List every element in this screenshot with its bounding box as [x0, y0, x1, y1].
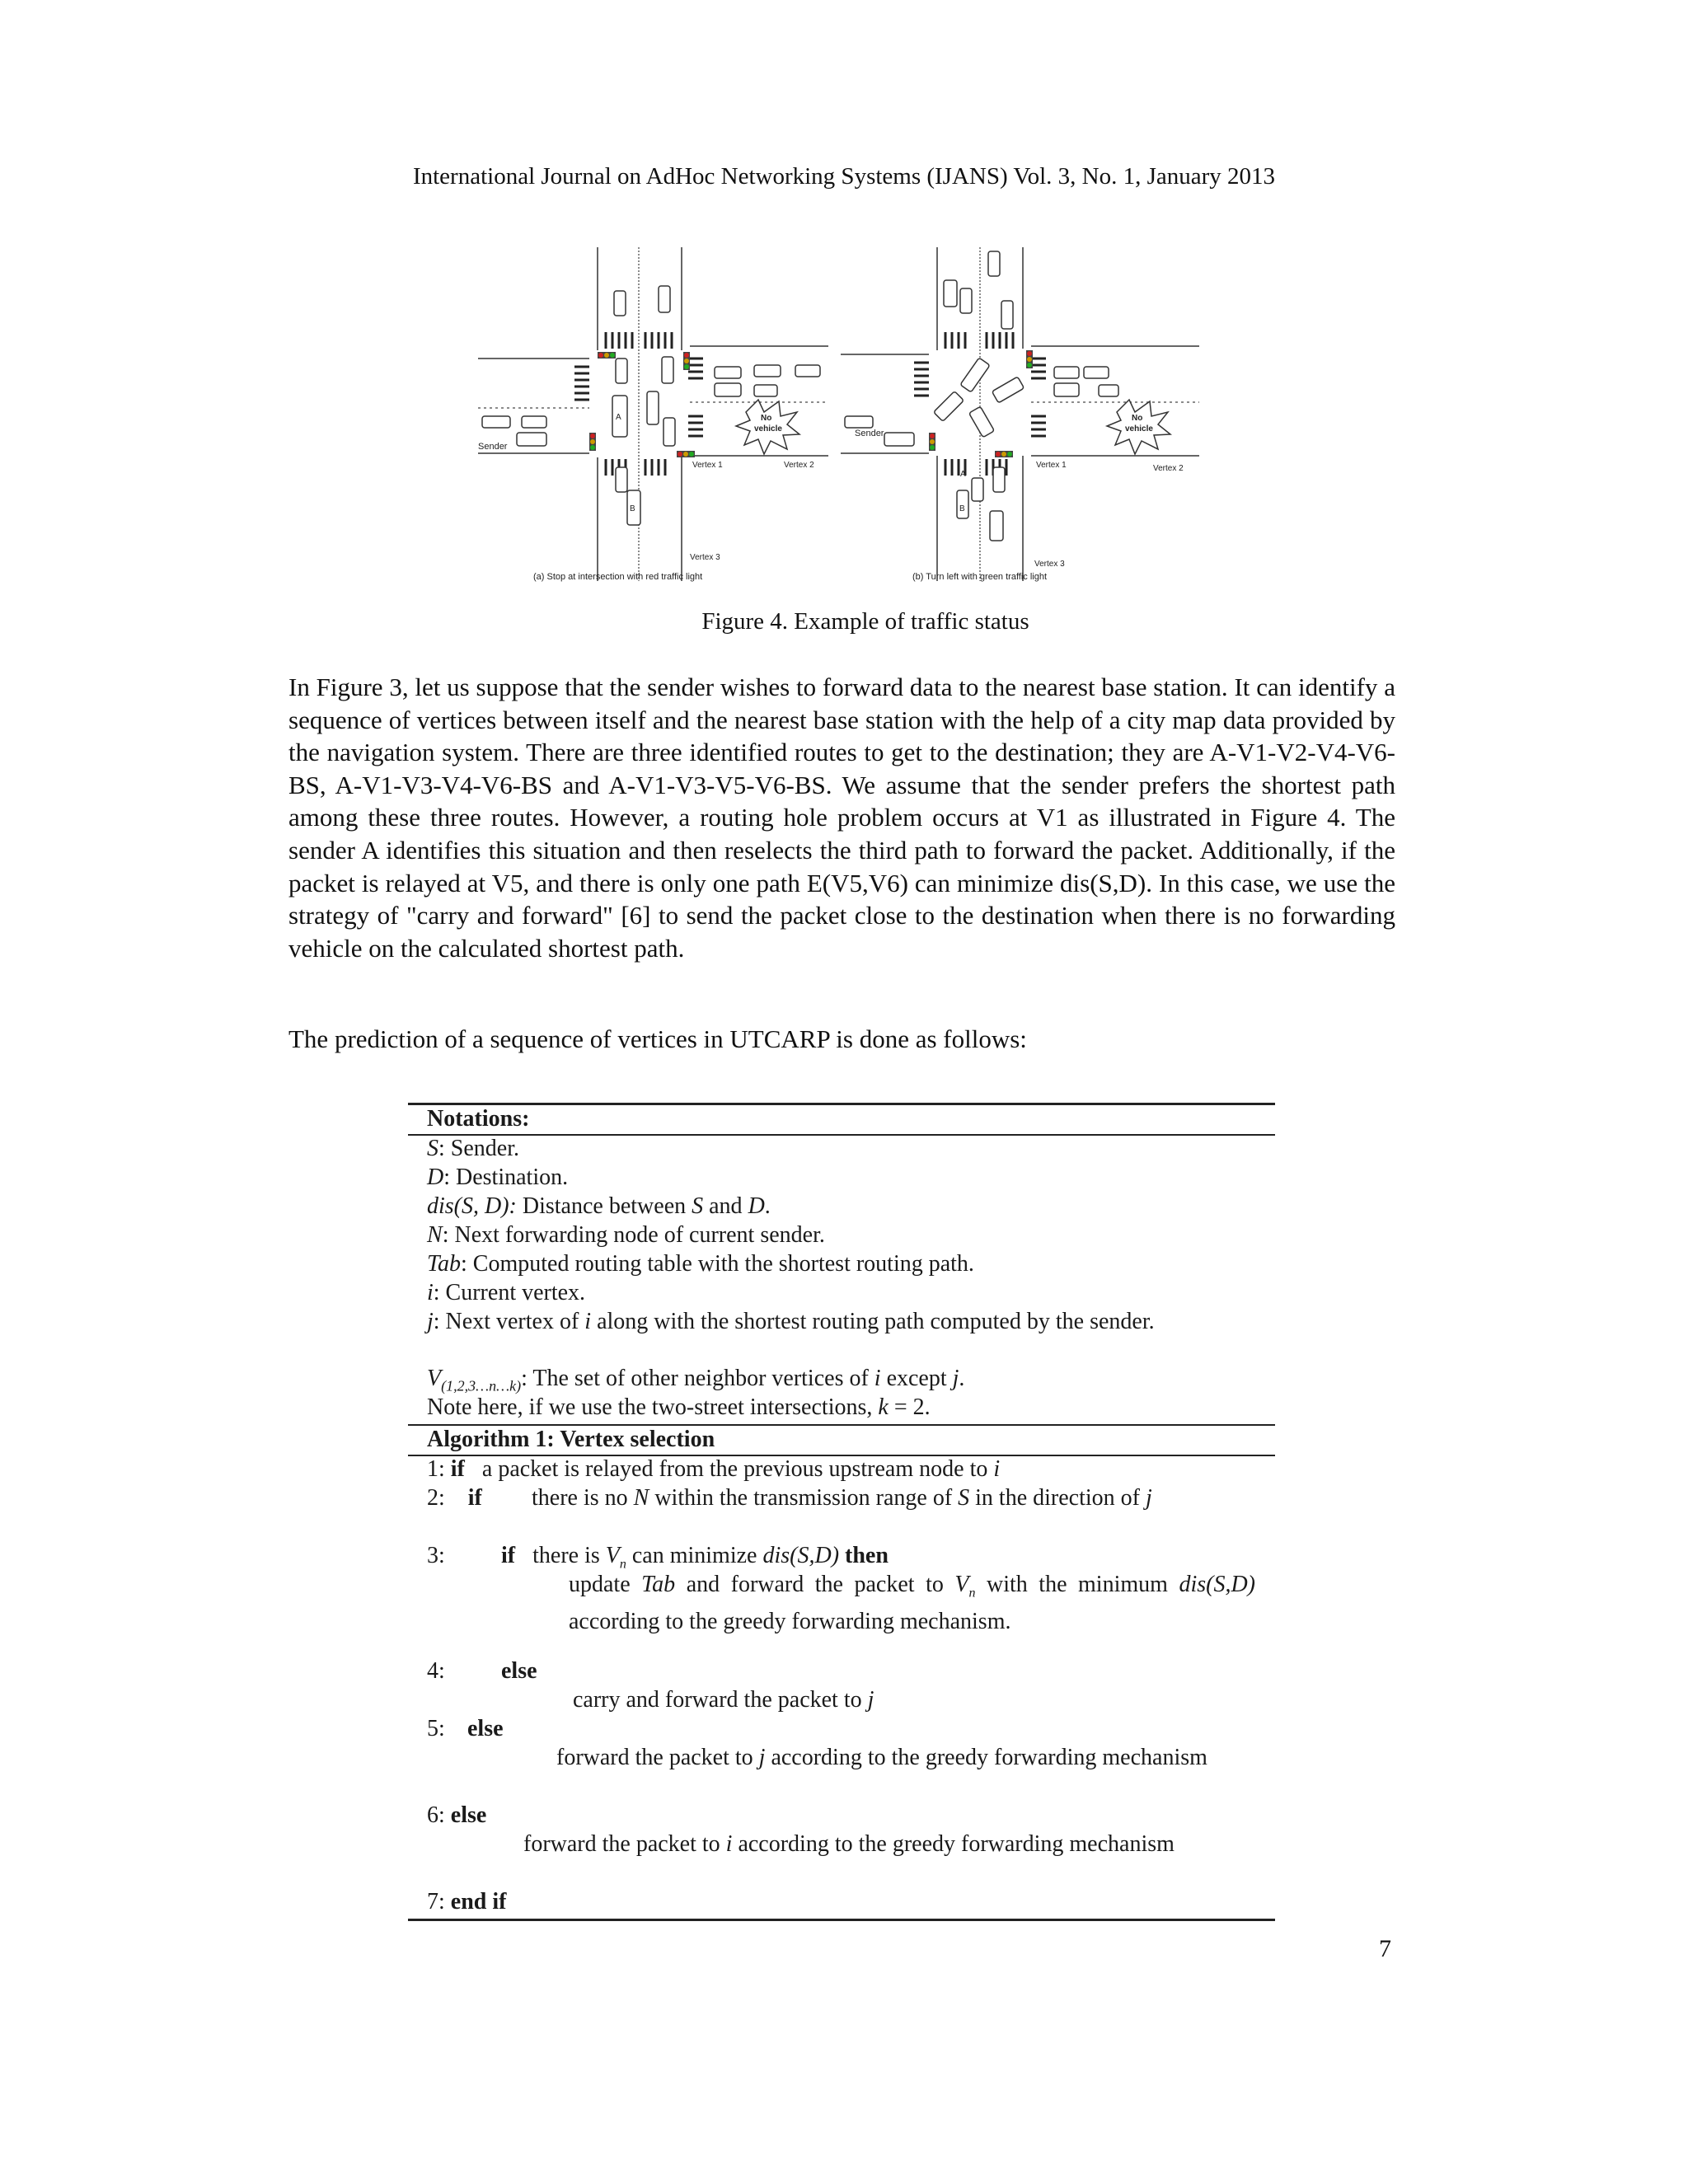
running-header: International Journal on AdHoc Networking Systems (IJANS) Vol. 3, No. 1, January 2013	[412, 163, 1276, 190]
notation-distance: dis(S, D): Distance between S and D.	[427, 1193, 771, 1219]
page-number: 7	[1379, 1935, 1391, 1962]
panel-a-vertex2: Vertex 2	[784, 461, 814, 470]
algo-line-5-num: 5:	[427, 1716, 445, 1741]
panel-b-vehicle-a: A	[960, 470, 966, 479]
panel-a-vertex1: Vertex 1	[692, 461, 723, 470]
notation-sender: S: Sender.	[427, 1136, 519, 1161]
body-paragraph-2: The prediction of a sequence of vertices in UTCARP is done as follows:	[288, 1024, 1027, 1053]
algo-line-1: 1: if a packet is relayed from the previous upstream node to i	[427, 1456, 1001, 1482]
panel-b-vertex1: Vertex 1	[1036, 461, 1067, 470]
panel-a-vehicle-a: A	[616, 413, 621, 422]
algo-line-2-text: there is no N within the transmission range of S in the direction of j	[532, 1485, 1152, 1511]
algo-line-4-else: else	[501, 1658, 537, 1684]
algo-line-4-body: carry and forward the packet to j	[573, 1687, 874, 1713]
notation-next-node: N: Next forwarding node of current sender.	[427, 1222, 825, 1248]
notations-heading: Notations:	[427, 1106, 530, 1132]
algo-line-6: 6: else	[427, 1802, 487, 1828]
figure-caption: Figure 4. Example of traffic status	[701, 608, 1029, 635]
algo-line-3-num: 3:	[427, 1543, 445, 1568]
algo-line-2-num: 2: if	[427, 1485, 482, 1511]
panel-a-no-vehicle-line1: No	[761, 414, 772, 423]
panel-b-vehicle-b: B	[959, 504, 965, 513]
algo-line-7: 7: end if	[427, 1889, 507, 1915]
panel-b-caption: (b) Turn left with green traffic light	[912, 572, 1048, 582]
panel-a-no-vehicle-line2: vehicle	[754, 424, 782, 434]
algo-line-6-body: forward the packet to i according to the greedy forwarding mechanism	[523, 1831, 1175, 1857]
bottom-rule	[408, 1919, 1275, 1921]
panel-a-vehicle-b: B	[630, 504, 635, 513]
panel-b-vertex2: Vertex 2	[1153, 464, 1184, 473]
notation-tab: Tab: Computed routing table with the shortest routing path.	[427, 1251, 974, 1277]
algo-line-5-else: else	[467, 1716, 504, 1741]
panel-b-intersection-diagram	[841, 247, 1199, 581]
panel-a-vertex3: Vertex 3	[690, 553, 720, 562]
algorithm-box	[408, 1103, 1275, 1923]
panel-b-vertex3: Vertex 3	[1034, 560, 1065, 569]
panel-b-sender-label: Sender	[855, 429, 884, 438]
panel-b-no-vehicle-line2: vehicle	[1125, 424, 1153, 434]
top-rule	[408, 1103, 1275, 1105]
panel-a-sender-label: Sender	[478, 442, 508, 452]
algorithm-heading: Algorithm 1: Vertex selection	[427, 1427, 715, 1452]
algo-line-4-num: 4:	[427, 1658, 445, 1684]
notation-note: Note here, if we use the two-street intersections, k = 2.	[427, 1394, 931, 1420]
algo-line-3: if there is $V_n$ can minimize dis(S,D) then	[501, 1543, 889, 1572]
panel-b-no-vehicle-line1: No	[1132, 414, 1143, 423]
panel-a-caption: (a) Stop at intersection with red traffic light	[533, 572, 703, 582]
notation-current-vertex: i: Current vertex.	[427, 1280, 586, 1305]
algo-line-5-body: forward the packet to j according to the greedy forwarding mechanism	[556, 1745, 1207, 1770]
panel-a-intersection-diagram	[478, 247, 828, 581]
notation-destination: D: Destination.	[427, 1165, 569, 1190]
body-paragraph-1: In Figure 3, let us suppose that the sender wishes to forward data to the nearest base station. It can identify a sequence of vertices between itself and the nearest base station with the help of a city map data provided by the navigation system. There are three identified routes to get to the destination; they are A-V1-V2-V4-V6-BS, A-V1-V3-V4-V6-BS and A-V1-V3-V5-V6-BS. We assume that the sender prefers the shortest path among these three routes. However, a routing hole problem occurs at V1 as illustrated in Figure 4. The sender A identifies this situation and then reselects the third path to forward the packet. Additionally, if the packet is relayed at V5, and there is only one path E(V5,V6) can minimize dis(S,D). In this case, we use the strategy of "carry and forward" [6] to send the packet close to the destination when there is no forwarding vehicle on the calculated shortest path.	[288, 673, 1395, 963]
notations-rule	[408, 1134, 1275, 1136]
traffic-status-figure	[474, 243, 1216, 598]
notation-neighbor-set: $V_{(1,2,3\dots n\dots k)}$: The set of other neighbor vertices of i except j.	[427, 1366, 965, 1394]
notation-next-vertex: j: Next vertex of i along with the shortest routing path computed by the sender.	[427, 1309, 1155, 1334]
algo-line-3-body: update Tab and forward the packet to $V_n$ with the minimum dis(S,D) according to the greedy forwarding mechanism.	[569, 1572, 1255, 1634]
